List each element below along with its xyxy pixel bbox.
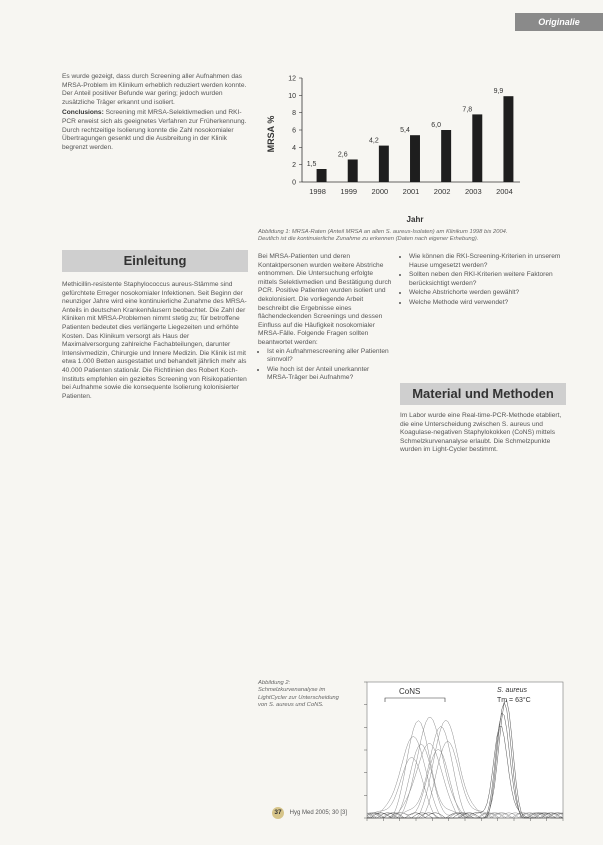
y-tick-label: 10 — [288, 92, 296, 100]
section-ribbon: Originalie — [515, 13, 603, 31]
figure1-caption: Abbildung 1: MRSA-Raten (Anteil MRSA an allen S. aureus-Isolaten) am Klinikum 1998 bis 2004. Deutlich ist die kontinuierliche Zunahme zu erkennen (Daten nach eigener Erhebung). — [258, 229, 508, 243]
bar — [410, 135, 420, 182]
x-tick-label: 2003 — [464, 187, 482, 196]
bar-value-label: 2,6 — [337, 151, 348, 159]
conclusion-label: Conclusions: — [62, 109, 104, 117]
y-tick-label: 8 — [292, 110, 296, 118]
y-axis-label: MRSA % — [266, 115, 276, 153]
bar-value-label: 6,0 — [431, 122, 442, 129]
y-tick-label: 2 — [292, 162, 296, 170]
bar — [348, 159, 358, 182]
einleitung-text: Methicillin-resistente Staphylococcus aureus-Stämme sind gefürchtete Erreger nosokomialer Infektionen. Seit Beginn der neunziger Jahre wird eine kontinuierliche Zunahme des MRSA-Anteils in deutschen Krankenhäusern beobachtet. Die Zahl der Kliniken mit MRSA-Problemen nimmt stetig zu; für betroffene Patienten bedeutet dies verlängerte Liegezeiten und erhöhte Kosten. Das Klinikum versorgt als Haus der Maximalversorgung zahlreiche Fachabteilungen, darunter Intensivmedizin, Chirurgie und Innere Medizin. Die Klinik ist mit etwa 1.000 Betten ausgestattet und behandelt jährlich mehr als 40.000 Patienten stationär. Die Richtlinien des Robert Koch-Instituts empfehlen ein gezieltes Screening von Risikopatienten bei Aufnahme sowie die konsequente Isolierung kolonisierter Patienten. — [62, 281, 247, 400]
bar — [472, 114, 482, 182]
cons-label: CoNS — [399, 687, 421, 696]
y-tick-label: 4 — [292, 144, 296, 152]
journal-reference: Hyg Med 2005; 30 [3] — [289, 810, 348, 816]
bar — [379, 146, 389, 182]
conclusion-text: Screening mit MRSA-Selektivmedien und RKI-PCR erweist sich als geeignetes Verfahren zur Früherkennung. Durch rechtzeitige Isolierung konnte die Zahl nosokomialer Übertragungen gesenkt und die Ausbreitung in der Klinik begrenzt werden. — [62, 109, 247, 151]
page-footer — [272, 807, 347, 819]
melting-curve-chart — [345, 678, 567, 838]
bar-value-label: 1,5 — [306, 161, 317, 168]
right-bullet-list — [400, 253, 566, 308]
x-tick-label: 1999 — [340, 187, 358, 196]
abstract-block — [62, 73, 248, 152]
page-number: 37 — [272, 807, 284, 819]
bar-value-label: 4,2 — [369, 137, 379, 145]
heading-einleitung: Einleitung — [62, 250, 248, 272]
y-tick-label: 12 — [288, 75, 296, 83]
x-tick-label: 2002 — [433, 187, 451, 196]
heading-material-methoden: Material und Methoden — [400, 383, 566, 405]
x-tick-label: 2000 — [371, 187, 389, 196]
s-aureus-label: S. aureus — [497, 687, 527, 694]
x-axis-label: Jahr — [406, 215, 424, 224]
bar-value-label: 7,8 — [462, 106, 473, 114]
methods-text: Im Labor wurde eine Real-time-PCR-Methode etabliert, die eine Unterscheidung zwischen S. aureus und Koagulase-negativen Staphylokokken (CoNS) mittels Schmelzkurvenanalyse erlaubt. Die Schmelzpunkte wurden im Light-Cycler bestimmt. — [400, 412, 562, 454]
middle-bullet-item: • Ist ein Aufnahmescreening aller Patienten sinnvoll? — [267, 348, 392, 365]
conclusion-paragraph — [62, 109, 248, 152]
middle-column — [258, 253, 392, 384]
x-tick-label: 2001 — [402, 187, 420, 196]
bar — [441, 130, 451, 182]
x-tick-label: 1998 — [309, 187, 326, 196]
y-tick-label: 6 — [292, 127, 296, 135]
right-bullet-item: • Welche Abstrichorte werden gewählt? — [409, 289, 566, 298]
x-tick-label: 2004 — [496, 187, 513, 196]
middle-text: Bei MRSA-Patienten und deren Kontaktpersonen wurden weitere Abstriche entnommen. Die Untersuchung erfolgte mittels Selektivmedien und Bestätigung durch PCR. Positive Patienten wurden isoliert und dekolonisiert. Die vorliegende Arbeit beschreibt die Ergebnisse eines flächendeckenden Screenings und dessen Einfluss auf die Häufigkeit nosokomialer MRSA-Fälle. Folgende Fragen sollten beantwortet werden: — [258, 253, 392, 346]
bar-value-label: 9,9 — [493, 88, 504, 96]
bar — [317, 169, 327, 182]
right-bullet-item: • Wie können die RKI-Screening-Kriterien in unserem Hause umgesetzt werden? — [409, 253, 566, 270]
middle-bullet-list — [258, 348, 392, 383]
right-bullet-item: • Sollten neben den RKI-Kriterien weitere Faktoren berücksichtigt werden? — [409, 271, 566, 288]
right-bullet-item: • Welche Methode wird verwendet? — [409, 299, 566, 308]
y-tick-label: 0 — [292, 179, 296, 187]
mrsa-bar-chart — [260, 72, 525, 227]
right-column-bullets — [400, 253, 566, 309]
einleitung-column — [62, 281, 248, 401]
tm-label: Tm = 63°C — [497, 697, 531, 704]
middle-bullet-item: • Wie hoch ist der Anteil unerkannter MRSA-Träger bei Aufnahme? — [267, 366, 392, 383]
bar-value-label: 5,4 — [400, 127, 410, 135]
abstract-text: Es wurde gezeigt, dass durch Screening aller Aufnahmen das MRSA-Problem im Klinikum erheblich reduziert werden konnte. Der Anteil positiver Befunde war gering; jedoch wurden zusätzliche Träger erkannt und isoliert. — [62, 73, 247, 106]
methods-column — [400, 412, 566, 455]
bar — [503, 96, 513, 182]
figure2-caption: Abbildung 2: Schmelzkurvenanalyse im LightCycler zur Unterscheidung von S. aureus und CoNS. — [258, 680, 339, 709]
